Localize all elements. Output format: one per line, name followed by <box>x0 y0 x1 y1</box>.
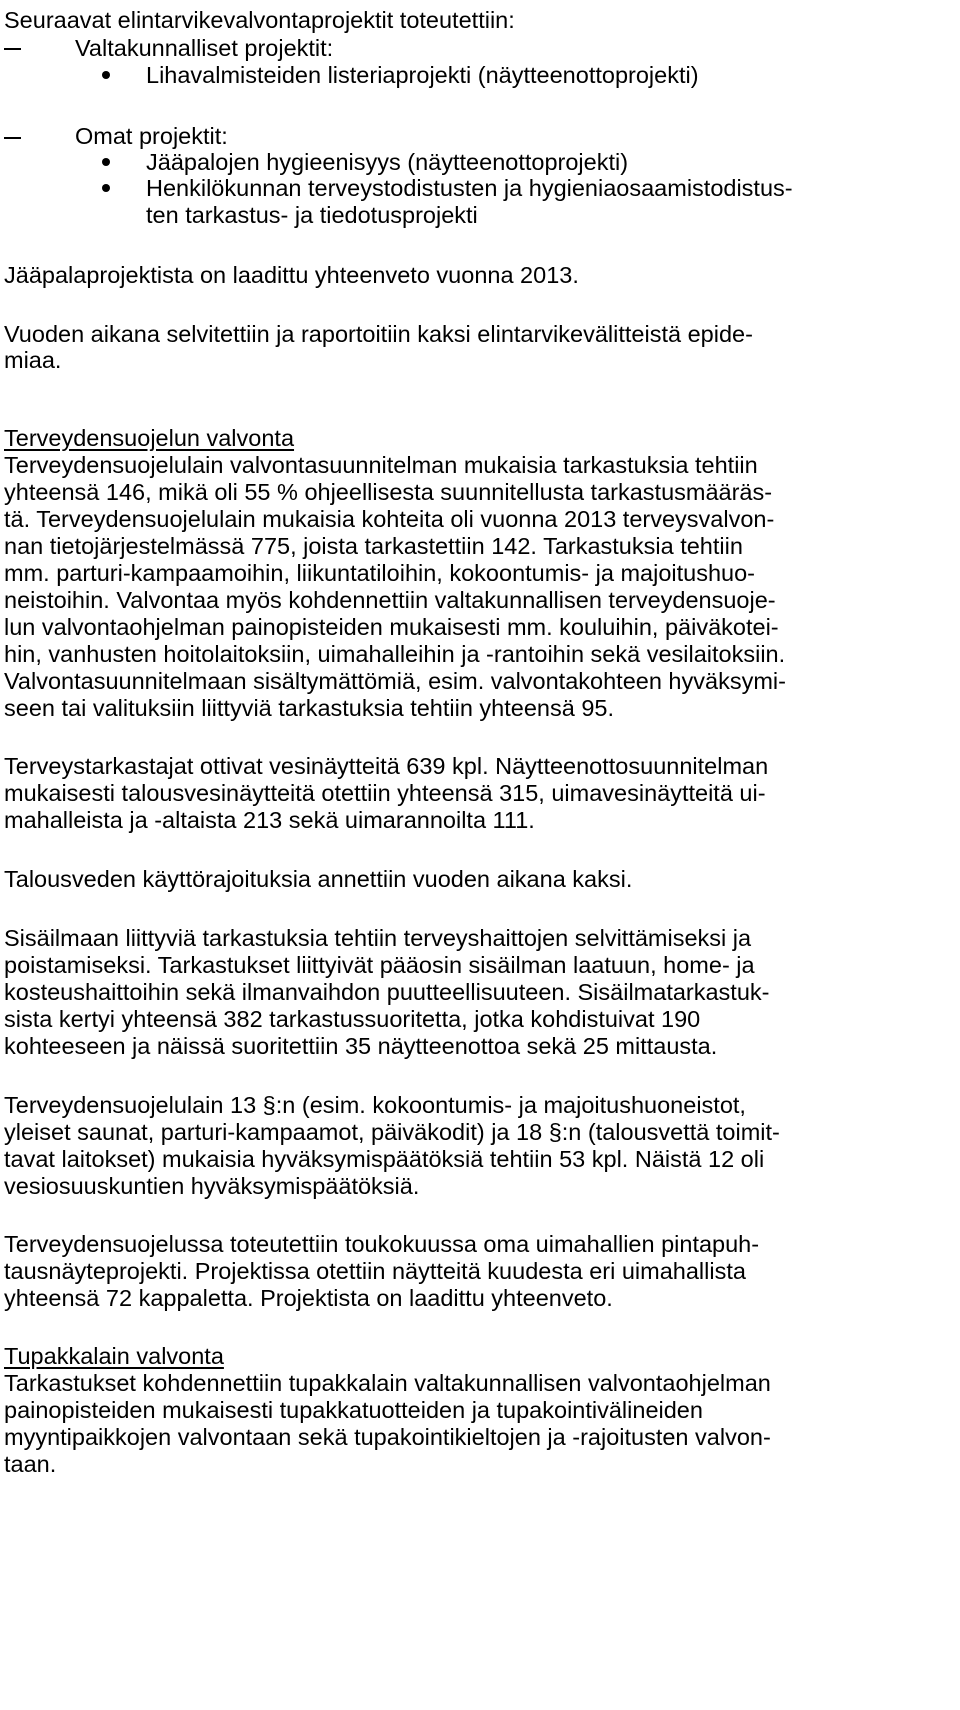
paragraph-line: yhteensä 72 kappaletta. Projektista on laadittu yhteenveto. <box>4 1285 613 1311</box>
paragraph-line: Terveydensuojelulain 13 §:n (esim. kokoontumis- ja majoitushuoneistot, <box>4 1092 746 1118</box>
paragraph-line: tavat laitokset) mukaisia hyväksymispäätöksiä tehtiin 53 kpl. Näistä 12 oli <box>4 1146 765 1172</box>
paragraph-line: mm. parturi-kampaamoihin, liikuntatiloihin, kokoontumis- ja majoitushuo- <box>4 560 756 586</box>
paragraph-line: Terveydensuojelussa toteutettiin toukokuussa oma uimahallien pintapuh- <box>4 1231 760 1257</box>
section-heading-health: Terveydensuojelun valvonta <box>4 425 295 451</box>
paragraph-line: kosteushaittoihin sekä ilmanvaihdon puutteellisuuteen. Sisäilmatarkastuk- <box>4 979 770 1005</box>
section-heading-tobacco: Tupakkalain valvonta <box>4 1343 224 1369</box>
national-projects-label: Valtakunnalliset projektit: <box>75 35 334 61</box>
paragraph-line: lun valvontaohjelman painopisteiden mukaisesti mm. kouluihin, päiväkotei- <box>4 614 779 640</box>
paragraph-line: Valvontasuunnitelmaan sisältymättömiä, esim. valvontakohteen hyväksymi- <box>4 668 786 694</box>
own-projects-label: Omat projektit: <box>75 123 228 149</box>
paragraph-line: Talousveden käyttörajoituksia annettiin vuoden aikana kaksi. <box>4 866 633 892</box>
paragraph-line: kohteeseen ja näissä suoritettiin 35 näytteenottoa sekä 25 mittausta. <box>4 1033 718 1059</box>
bullet-marker <box>102 184 110 192</box>
paragraph-line: tausnäyteprojekti. Projektissa otettiin näytteitä kuudesta eri uimahallista <box>4 1258 746 1284</box>
paragraph-line: mukaisesti talousvesinäytteitä otettiin yhteensä 315, uimavesinäytteitä ui- <box>4 780 766 806</box>
paragraph-line: yleiset saunat, parturi-kampaamot, päiväkodit) ja 18 §:n (talousvettä toimit- <box>4 1119 780 1145</box>
paragraph-line: painopisteiden mukaisesti tupakkatuotteiden ja tupakointivälineiden <box>4 1397 703 1423</box>
paragraph-line: Terveydensuojelulain valvontasuunnitelman mukaisia tarkastuksia tehtiin <box>4 452 758 478</box>
paragraph-line: Terveystarkastajat ottivat vesinäytteitä 639 kpl. Näytteenottosuunnitelman <box>4 753 769 779</box>
paragraph-line: sista kertyi yhteensä 382 tarkastussuoritetta, jotka kohdistuivat 190 <box>4 1006 701 1032</box>
dash-marker <box>4 48 21 50</box>
paragraph-line: poistamiseksi. Tarkastukset liittyivät pääosin sisäilman laatuun, home- ja <box>4 952 755 978</box>
epidemic-paragraph-line: miaa. <box>4 347 62 373</box>
paragraph-line: hin, vanhusten hoitolaitoksiin, uimahalleihin ja -rantoihin sekä vesilaitoksiin. <box>4 641 786 667</box>
list-item: Henkilökunnan terveystodistusten ja hygieniaosaamistodistus- <box>146 175 793 201</box>
bullet-marker <box>102 71 110 79</box>
paragraph-line: taan. <box>4 1451 57 1477</box>
list-item-continuation: ten tarkastus- ja tiedotusprojekti <box>146 202 478 228</box>
paragraph-line: tä. Terveydensuojelulain mukaisia kohteita oli vuonna 2013 terveysvalvon- <box>4 506 775 532</box>
paragraph-line: mahalleista ja -altaista 213 sekä uimarannoilta 111. <box>4 807 535 833</box>
list-item: Jääpalojen hygieenisyys (näytteenottoprojekti) <box>146 149 629 175</box>
paragraph-line: myyntipaikkojen valvontaan sekä tupakointikieltojen ja -rajoitusten valvon- <box>4 1424 771 1450</box>
epidemic-paragraph-line: Vuoden aikana selvitettiin ja raportoitiin kaksi elintarvikevälitteistä epide- <box>4 321 753 347</box>
intro-text: Seuraavat elintarvikevalvontaprojektit toteutettiin: <box>4 7 515 33</box>
paragraph-line: vesiosuuskuntien hyväksymispäätöksiä. <box>4 1173 420 1199</box>
dash-marker <box>4 137 21 139</box>
paragraph-line: neistoihin. Valvontaa myös kohdennettiin valtakunnallisen terveydensuoje- <box>4 587 776 613</box>
paragraph-line: Tarkastukset kohdennettiin tupakkalain valtakunnallisen valvontaohjelman <box>4 1370 771 1396</box>
summary-paragraph: Jääpalaprojektista on laadittu yhteenveto vuonna 2013. <box>4 262 579 288</box>
list-item: Lihavalmisteiden listeriaprojekti (näytteenottoprojekti) <box>146 62 699 88</box>
paragraph-line: yhteensä 146, mikä oli 55 % ohjeellisesta suunnitellusta tarkastusmääräs- <box>4 479 773 505</box>
paragraph-line: Sisäilmaan liittyviä tarkastuksia tehtiin terveyshaittojen selvittämiseksi ja <box>4 925 752 951</box>
bullet-marker <box>102 158 110 166</box>
paragraph-line: seen tai valituksiin liittyviä tarkastuksia tehtiin yhteensä 95. <box>4 695 615 721</box>
paragraph-line: nan tietojärjestelmässä 775, joista tarkastettiin 142. Tarkastuksia tehtiin <box>4 533 743 559</box>
